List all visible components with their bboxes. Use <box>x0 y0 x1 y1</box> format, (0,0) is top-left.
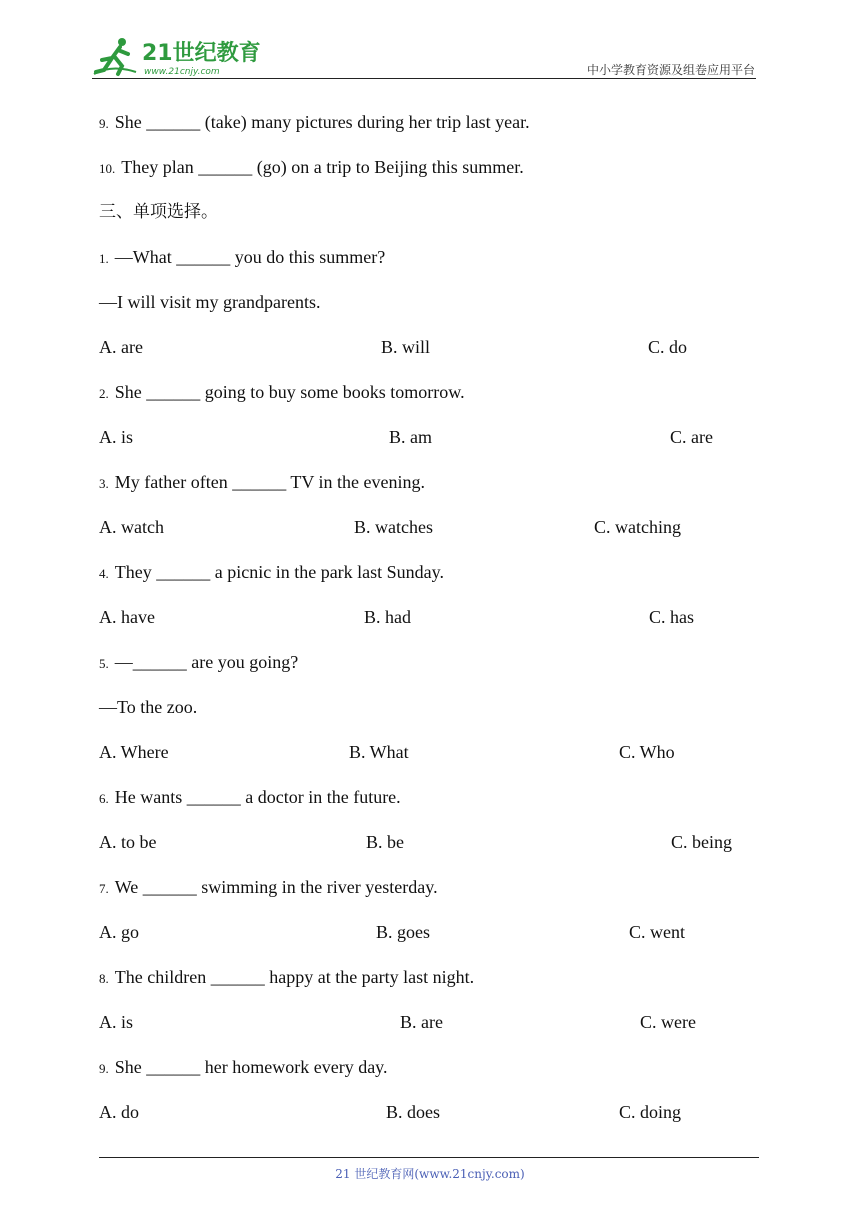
question-text: —______ are you going? <box>114 652 299 672</box>
question-number: 9. <box>99 1061 109 1076</box>
question-text: She ______ her homework every day. <box>114 1057 388 1077</box>
option-c: C. are <box>670 427 713 447</box>
option-b: B. goes <box>376 922 430 942</box>
page-header <box>0 0 860 80</box>
option-a: A. Where <box>99 742 169 762</box>
header-platform-name: 中小学教育资源及组卷应用平台 <box>586 63 755 77</box>
section-title: 三、单项选择。 <box>99 202 218 222</box>
option-c: C. Who <box>619 742 675 762</box>
question-number: 1. <box>99 251 109 266</box>
question-number: 6. <box>99 791 109 806</box>
logo-text: 21世纪教育 <box>142 41 261 66</box>
fill-item-10 <box>99 156 524 180</box>
option-b: B. watches <box>354 517 433 537</box>
option-a: A. do <box>99 1102 139 1122</box>
question-9 <box>99 1056 388 1080</box>
option-a: A. to be <box>99 832 157 852</box>
item-number: 9. <box>99 116 109 131</box>
question-3 <box>99 471 425 495</box>
question-text: —What ______ you do this summer? <box>114 247 386 267</box>
question-number: 2. <box>99 386 109 401</box>
logo-url: www.21cnjy.com <box>144 67 220 77</box>
footer-divider <box>99 1157 759 1158</box>
option-c: C. were <box>640 1012 696 1032</box>
option-c: C. do <box>648 337 688 357</box>
question-text: We ______ swimming in the river yesterday. <box>114 877 438 897</box>
option-b: B. am <box>389 427 432 447</box>
runner-icon <box>94 38 136 74</box>
question-number: 7. <box>99 881 109 896</box>
question-number: 3. <box>99 476 109 491</box>
option-c: C. doing <box>619 1102 682 1122</box>
item-number: 10. <box>99 161 116 176</box>
question-8 <box>99 966 474 990</box>
question-number: 4. <box>99 566 109 581</box>
fill-item-9 <box>99 111 530 135</box>
option-b: B. had <box>364 607 411 627</box>
question-4 <box>99 561 444 585</box>
option-a: A. have <box>99 607 155 627</box>
option-b: B. be <box>366 832 404 852</box>
option-a: A. is <box>99 427 134 447</box>
question-5-reply: —To the zoo. <box>99 697 198 717</box>
option-b: B. are <box>400 1012 443 1032</box>
option-c: C. has <box>649 607 694 627</box>
question-text: The children ______ happy at the party last night. <box>114 967 475 987</box>
option-b: B. does <box>386 1102 440 1122</box>
item-text: She ______ (take) many pictures during her trip last year. <box>114 112 530 132</box>
question-7 <box>99 876 438 900</box>
option-c: C. went <box>629 922 685 942</box>
question-6 <box>99 786 401 810</box>
question-text: She ______ going to buy some books tomorrow. <box>114 382 465 402</box>
question-1 <box>99 246 385 270</box>
header-divider <box>92 78 756 79</box>
site-logo <box>92 34 262 78</box>
question-text: My father often ______ TV in the evening. <box>114 472 426 492</box>
option-a: A. go <box>99 922 139 942</box>
question-5 <box>99 651 298 675</box>
option-c: C. being <box>671 832 732 852</box>
option-a: A. are <box>99 337 143 357</box>
question-number: 5. <box>99 656 109 671</box>
option-a: A. is <box>99 1012 134 1032</box>
footer-link[interactable]: 21 世纪教育网(www.21cnjy.com) <box>335 1167 525 1181</box>
item-text: They plan ______ (go) on a trip to Beijing this summer. <box>121 157 524 177</box>
option-b: B. What <box>349 742 409 762</box>
option-c: C. watching <box>594 517 681 537</box>
question-2 <box>99 381 465 405</box>
question-1-reply: —I will visit my grandparents. <box>99 292 321 312</box>
question-text: They ______ a picnic in the park last Sunday. <box>114 562 445 582</box>
option-a: A. watch <box>99 517 164 537</box>
option-b: B. will <box>381 337 431 357</box>
question-text: He wants ______ a doctor in the future. <box>114 787 401 807</box>
question-number: 8. <box>99 971 109 986</box>
